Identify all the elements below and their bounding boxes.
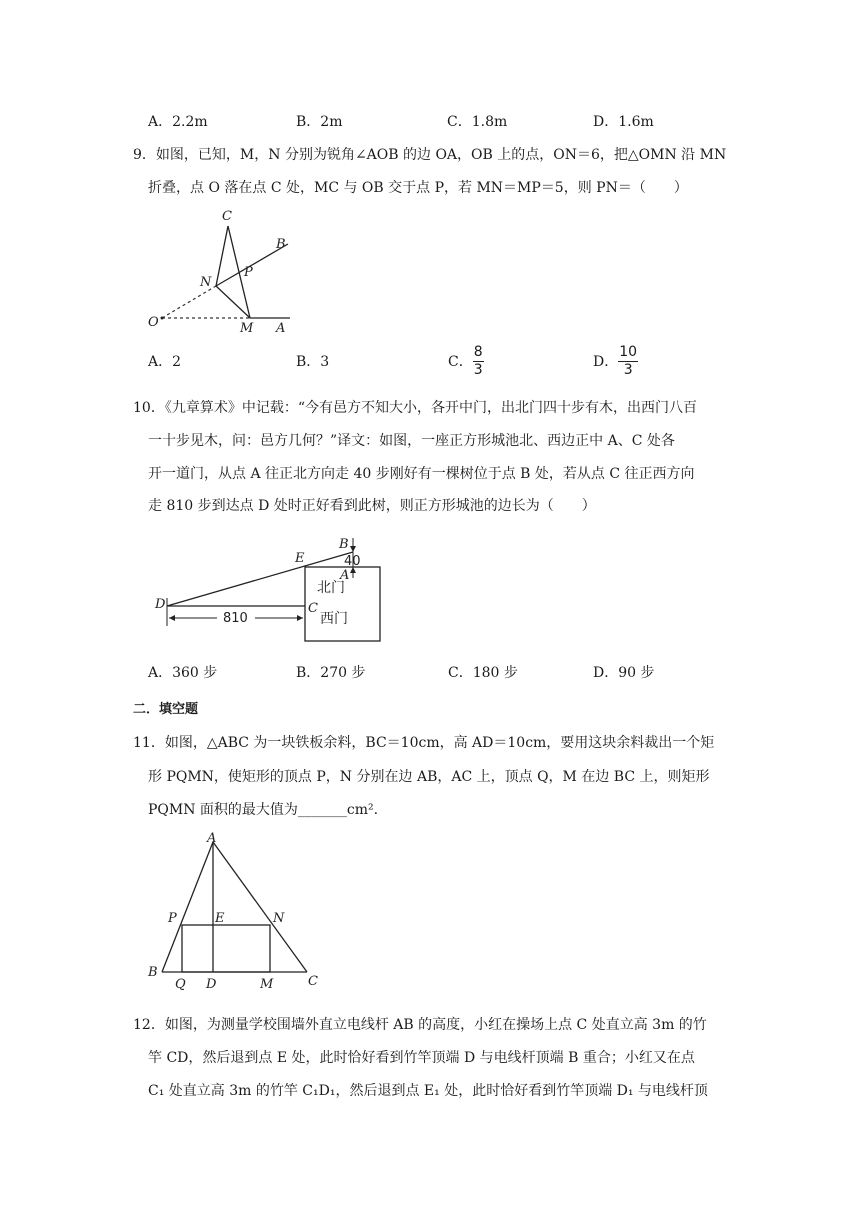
q10-west-gate: 西门 bbox=[320, 611, 348, 627]
q9-option-d-prefix: D． bbox=[593, 353, 619, 370]
q11-label-q: Q bbox=[175, 977, 186, 992]
q9-label-b: B bbox=[276, 237, 286, 252]
q9-figure bbox=[140, 200, 300, 340]
q9-label-n: N bbox=[200, 275, 212, 290]
q11-label-d: D bbox=[206, 977, 217, 992]
q11-label-b: B bbox=[148, 965, 158, 980]
q8-option-a: A．2.2m bbox=[148, 114, 208, 130]
q10-label-b: B bbox=[339, 537, 349, 552]
q9-option-b: B．3 bbox=[296, 354, 330, 370]
q11-text-line3: PQMN 面积的最大值为_______cm². bbox=[148, 802, 379, 818]
q9-option-a: A．2 bbox=[148, 354, 182, 370]
q10-north-gate: 北门 bbox=[317, 580, 345, 596]
q11-label-a: A bbox=[207, 831, 217, 846]
q9-option-c bbox=[448, 344, 484, 379]
q9-text-line2: 折叠，点 O 落在点 C 处，MC 与 OB 交于点 P，若 MN＝MP＝5，则 PN＝（ ） bbox=[148, 180, 688, 196]
q8-option-d: D．1.6m bbox=[593, 114, 654, 130]
q10-option-c: C．180 步 bbox=[448, 665, 518, 681]
q10-text-line2: 一十步见木，问：邑方几何？”译文：如图，一座正方形城池北、西边正中 A、C 处各 bbox=[148, 433, 675, 449]
q9-option-d-denominator: 3 bbox=[623, 362, 633, 378]
q11-label-p: P bbox=[168, 911, 177, 926]
q9-option-c-prefix: C． bbox=[448, 353, 473, 370]
q9-label-a: A bbox=[276, 321, 286, 336]
q11-label-m: M bbox=[260, 977, 274, 992]
q12-text-line1: 12．如图，为测量学校围墙外直立电线杆 AB 的高度，小红在操场上点 C 处直立高 3m 的竹 bbox=[133, 1017, 707, 1033]
q11-label-c: C bbox=[308, 974, 318, 989]
q11-label-e: E bbox=[215, 911, 225, 926]
q11-text-line1: 11．如图，△ABC 为一块铁板余料，BC＝10cm，高 AD＝10cm，要用这块余料裁出一个矩 bbox=[133, 735, 715, 751]
q12-text-line2: 竿 CD，然后退到点 E 处，此时恰好看到竹竿顶端 D 与电线杆顶端 B 重合；小红又在点 bbox=[148, 1050, 695, 1066]
q9-option-d-numerator: 10 bbox=[619, 344, 638, 360]
q10-text-line3: 开一道门，从点 A 往正北方向走 40 步刚好有一棵树位于点 B 处，若从点 C 往正西方向 bbox=[148, 466, 695, 482]
q9-label-p: P bbox=[244, 265, 253, 280]
q10-length-40: 40 bbox=[344, 554, 361, 569]
section-title: 二．填空题 bbox=[133, 702, 199, 717]
q9-label-o: O bbox=[148, 315, 159, 330]
q10-option-b: B．270 步 bbox=[296, 665, 366, 681]
q10-option-a: A．360 步 bbox=[148, 665, 218, 681]
q9-text-line1: 9．如图，已知，M，N 分别为锐角∠AOB 的边 OA，OB 上的点，ON＝6，把△OMN 沿 MN bbox=[133, 147, 727, 163]
q10-label-a: A bbox=[340, 568, 350, 583]
q9-label-m: M bbox=[240, 321, 254, 336]
q10-label-e: E bbox=[295, 551, 305, 566]
q9-label-c: C bbox=[222, 209, 232, 224]
q10-label-d: D bbox=[155, 597, 166, 612]
q12-text-line3: C₁ 处直立高 3m 的竹竿 C₁D₁，然后退到点 E₁ 处，此时恰好看到竹竿顶端 D₁ 与电线杆顶 bbox=[148, 1083, 708, 1099]
q10-text-line1: 10．《九章算术》中记载：“今有邑方不知大小，各开中门，出北门四十步有木，出西门八百 bbox=[133, 400, 697, 416]
q8-option-b: B．2m bbox=[296, 114, 343, 130]
q9-option-c-fraction bbox=[473, 344, 484, 379]
q10-option-d: D．90 步 bbox=[593, 665, 655, 681]
q11-figure bbox=[140, 830, 340, 995]
q10-text-line4: 走 810 步到达点 D 处时正好看到此树，则正方形城池的边长为（ ） bbox=[148, 498, 596, 514]
q9-option-c-numerator: 8 bbox=[473, 344, 483, 360]
q8-option-c: C．1.8m bbox=[447, 114, 508, 130]
q11-label-n: N bbox=[273, 911, 285, 926]
q10-label-c: C bbox=[308, 601, 318, 616]
q9-option-d bbox=[593, 344, 638, 379]
q10-figure bbox=[145, 532, 395, 647]
q9-option-d-fraction bbox=[618, 344, 638, 379]
q9-option-c-denominator: 3 bbox=[473, 362, 483, 378]
q10-length-810: 810 bbox=[223, 611, 248, 626]
q11-text-line2: 形 PQMN，使矩形的顶点 P，N 分别在边 AB，AC 上，顶点 Q，M 在边 BC 上，则矩形 bbox=[148, 769, 710, 785]
